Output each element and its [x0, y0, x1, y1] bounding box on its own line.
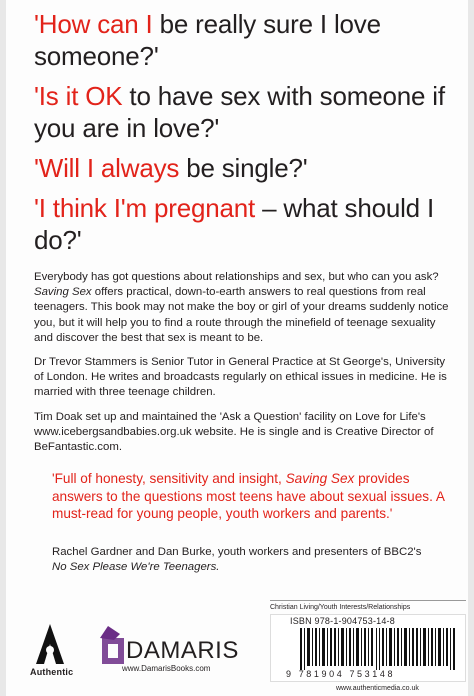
damaris-url[interactable]: www.DamarisBooks.com [122, 664, 211, 673]
author-2-name: Tim Doak [34, 410, 83, 423]
endorsement-quote [52, 470, 462, 523]
question-4 [34, 192, 464, 256]
intro-text-2: offers practical, down-to-earth answers to real questions from real teenagers. This book may not make the boy or girl of your dreams suddenly notice you, but it will help you to find a route through the minefield of teenage sexuality and discover the best that sex is meant to be. [34, 286, 449, 344]
question-3-highlight: 'Will I always [34, 153, 180, 183]
question-2-rest: to have sex with someone if you are in love?' [34, 81, 445, 143]
endorsement-credit [52, 545, 462, 575]
quote-text-1: 'Full of honesty, sensitivity and insight, [52, 471, 286, 486]
intro-text-1: Everybody has got questions about relationships and sex, but who can you ask? [34, 271, 439, 283]
right-edge [468, 0, 474, 696]
author-1-paragraph [34, 355, 454, 401]
blurb [34, 270, 454, 464]
intro-book-title: Saving Sex [34, 286, 92, 299]
question-3-rest: be single?' [179, 153, 308, 183]
isbn-text: ISBN 978-1-904753-14-8 [290, 616, 395, 626]
question-3 [34, 152, 464, 184]
question-1-rest: be really sure I love someone?' [34, 9, 381, 71]
author-2-paragraph [34, 410, 454, 456]
question-2 [34, 80, 464, 144]
intro-paragraph [34, 270, 454, 346]
category-label: Christian Living/Youth Interests/Relationships [270, 600, 466, 611]
credit-line-2: No Sex Please We're Teenagers. [52, 561, 220, 573]
question-1 [34, 8, 464, 72]
author-1-bio: is Senior Tutor in General Practice at St George's, University of London. He writes and broadcasts regularly on ethical issues in medicine. He is married with three teenage children. [34, 356, 447, 399]
question-4-highlight: 'I think I'm pregnant [34, 193, 256, 223]
question-1-highlight: 'How can I [34, 9, 153, 39]
barcode-icon [300, 628, 456, 670]
authentic-logo-icon [34, 622, 66, 666]
question-list [34, 8, 464, 264]
barcode-digits: 9 781904 753148 [286, 669, 396, 679]
author-1-name: Dr Trevor Stammers [34, 356, 137, 369]
question-4-rest: – what should I do?' [34, 193, 434, 255]
authentic-logo-text: Authentic [30, 667, 74, 677]
left-edge [0, 0, 6, 696]
publisher-url[interactable]: www.authenticmedia.co.uk [336, 685, 419, 692]
credit-line-1: Rachel Gardner and Dan Burke, youth workers and presenters of BBC2's [52, 546, 422, 558]
quote-text-2: provides answers to the questions most teens have about sexual issues. A must-read for young people, youth workers and parents.' [52, 471, 445, 521]
author-2-bio: set up and maintained the 'Ask a Question' facility on Love for Life's www.icebergsandbabies.org.uk website. He is single and is Creative Director of BeFantastic.com. [34, 410, 434, 454]
damaris-logo-text: DAMARIS [126, 637, 239, 664]
quote-book-title: Saving Sex [285, 471, 355, 486]
question-2-highlight: 'Is it OK [34, 81, 123, 111]
